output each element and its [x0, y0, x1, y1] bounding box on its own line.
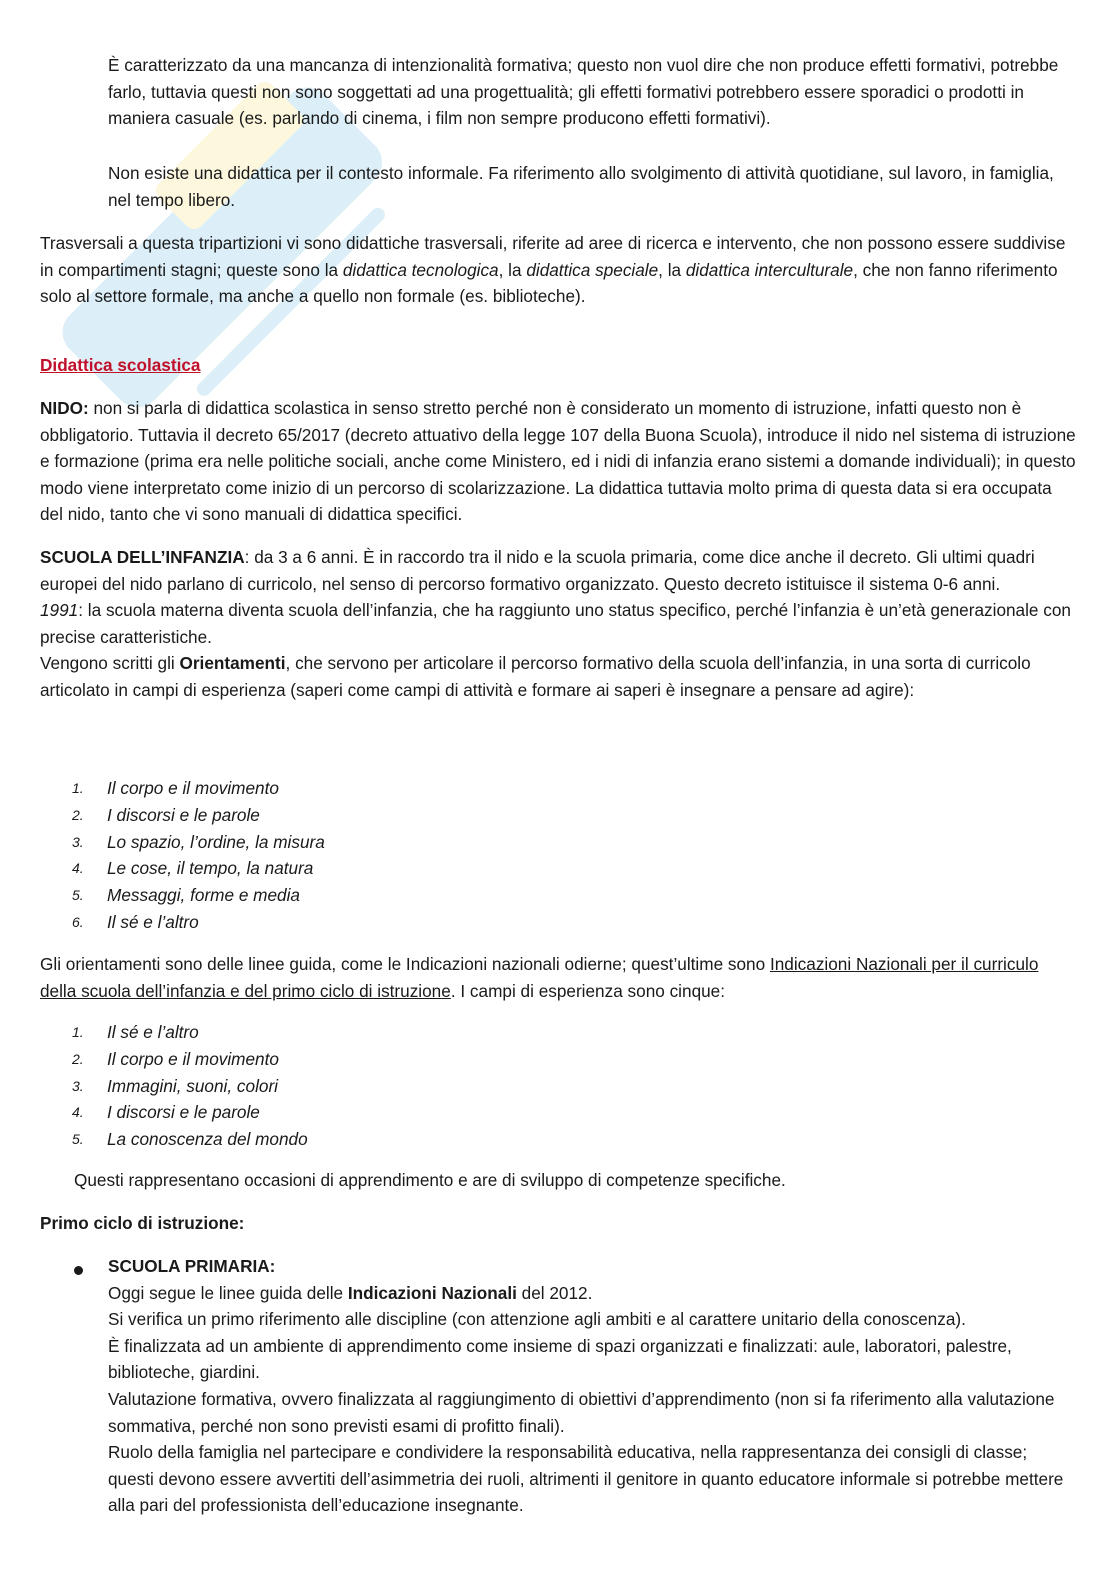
- primaria-block: SCUOLA PRIMARIA: Oggi segue le linee guida delle Indicazioni Nazionali del 2012. Si verifica un primo riferimento alle discipline (con attenzione agli ambiti e al carattere unitario della conoscenza). È finalizzata ad un ambiente di apprendimento come insieme di spazi organizzati e finalizzati: aule, laboratori, palestre, biblioteche, giardini. Valutazione formativa, ovvero finalizzata al raggiungimento di obiettivi d’apprendimento (non si fa riferimento alla valutazione sommativa, perché non sono previsti esami di profitto finali). Ruolo della famiglia nel partecipare e condividere la responsabilità educativa, nella rappresentanza dei consigli di classe; questi devono essere avvertiti dell’asimmetria dei ruoli, altrimenti il genitore in quanto educatore informale si potrebbe mettere alla pari del professionista dell’educazione insegnante.: [108, 1256, 1064, 1516]
- indicazioni-link: Indicazioni Nazionali per il curriculo della scuola dell’infanzia e del primo ciclo di istruzione: [40, 954, 1039, 1001]
- linee-guida-paragraph: Gli orientamenti sono delle linee guida, come le Indicazioni nazionali odierne; quest’ultime sono Indicazioni Nazionali per il curriculo della scuola dell’infanzia e del primo ciclo di istruzione. I campi di esperienza sono cinque:: [40, 954, 1039, 1001]
- bullet-icon: [74, 1266, 83, 1275]
- trasversali-paragraph: Trasversali a questa tripartizioni vi sono didattiche trasversali, riferite ad aree di ricerca e intervento, che non possono essere suddivise in compartimenti stagni; queste sono la didattica tecnologica, la didattica speciale, la didattica interculturale, che non fanno riferimento solo al settore formale, ma anche a quello non formale (es. biblioteche).: [40, 233, 1066, 307]
- section-heading: Didattica scolastica: [40, 355, 201, 375]
- document-page: È caratterizzato da una mancanza di intenzionalità formativa; questo non vuol dire che non produce effetti formativi, potrebbe farlo, tuttavia questi non sono soggettati ad una progettualità; gli effetti formativi potrebbero essere sporadici o prodotti in maniera casuale (es. parlando di cinema, i film non sempre producono effetti formativi). Non esiste una didattica per il contesto informale. Fa riferimento allo svolgimento di attività quotidiane, sul lavoro, in famiglia, nel tempo libero. Trasversali a questa tripartizioni vi sono didattiche trasversali, riferite ad aree di ricerca e intervento, che non possono essere suddivise in compartimenti stagni; queste sono la didattica tecnologica, la didattica speciale, la didattica interculturale, che non fanno riferimento solo al settore formale, ma anche a quello non formale (es. biblioteche). Didattica scolastica NIDO: non si parla di didattica scolastica in senso stretto perché non è considerato un momento di istruzione, infatti questo non è obbligatorio. Tuttavia il decreto 65/2017 (decreto attuativo della legge 107 della Buona Scuola), introduce il nido nel sistema di istruzione e formazione (prima era nelle politiche sociali, anche come Ministero, ed i nidi di infanzia erano sistemi a domande individuali); in questo modo viene interpretato come inizio di un percorso di scolarizzazione. La didattica tuttavia molto prima di questa data si era occupata del nido, tanto che vi sono manuali di didattica specifici. SCUOLA DELL’INFANZIA: da 3 a 6 anni. È in raccordo tra il nido e la scuola primaria, come dice anche il decreto. Gli ultimi quadri europei del nido parlano di curricolo, nel senso di percorso formativo organizzato. Questo decreto istituisce il sistema 0-6 anni. 1991: la scuola materna diventa scuola dell’infanzia, che ha raggiunto uno status specifico, perché l’infanzia è un’età generazionale con precise caratteristiche. Vengono scritti gli Orientamenti, che servono per articolare il percorso formativo della scuola dell’infanzia, in una sorta di curricolo articolato in campi di esperienza (saperi come campi di attività e formare ai saperi è insegnare a pensare ad agire): 1. Il corpo e il movimento 2. I discorsi e le parole 3. Lo spazio, l’ordine, la misura 4. Le cose, il tempo, la natura 5. Messaggi, forme e media 6. Il sé e l’altro Gli orientamenti sono delle linee guida, come le Indicazioni nazionali odierne; quest’ultime sono Indicazioni Nazionali per il curriculo della scuola dell’infanzia e del primo ciclo di istruzione. I campi di esperienza sono cinque: 1. Il sé e l’altro 2. Il corpo e il movimento 3. Immagini, suoni, colori 4. I discorsi e le parole 5. La conoscenza del mondo Questi rappresentano occasioni di apprendimento e are di sviluppo di competenze specifiche. Primo ciclo di istruzione: SCUOLA PRIMARIA: Oggi segue le linee guida delle Indicazioni Nazionali del 2012. Si verifica un primo riferimento alle discipline (con attenzione agli ambiti e al carattere unitario della conoscenza). È finalizzata ad un ambiente di apprendimento come insieme di spazi organizzati e finalizzati: aule, laboratori, palestre, biblioteche, giardini. Valutazione formativa, ovvero finalizzata al raggiungimento di obiettivi d’apprendimento (non si fa riferimento alla valutazione sommativa, perché non sono previsti esami di profitto finali). Ruolo della famiglia nel partecipare e condividere la responsabilità educativa, nella rappresentanza dei consigli di classe; questi devono essere avvertiti dell’asimmetria dei ruoli, altrimenti il genitore in quanto educatore informale si potrebbe mettere alla pari del professionista dell’educazione insegnante.: [0, 0, 1116, 1578]
- infanzia-paragraph: SCUOLA DELL’INFANZIA: da 3 a 6 anni. È in raccordo tra il nido e la scuola primaria, come dice anche il decreto. Gli ultimi quadri europei del nido parlano di curricolo, nel senso di percorso formativo organizzato. Questo decreto istituisce il sistema 0-6 anni. 1991: la scuola materna diventa scuola dell’infanzia, che ha raggiunto uno status specifico, perché l’infanzia è un’età generazionale con precise caratteristiche. Vengono scritti gli Orientamenti, che servono per articolare il percorso formativo della scuola dell’infanzia, in una sorta di curricolo articolato in campi di esperienza (saperi come campi di attività e formare ai saperi è insegnare a pensare ad agire):: [40, 547, 1071, 700]
- nido-paragraph: NIDO: non si parla di didattica scolastica in senso stretto perché non è considerato un momento di istruzione, infatti questo non è obbligatorio. Tuttavia il decreto 65/2017 (decreto attuativo della legge 107 della Buona Scuola), introduce il nido nel sistema di istruzione e formazione (prima era nelle politiche sociali, anche come Ministero, ed i nidi di infanzia erano sistemi a domande individuali); in questo modo viene interpretato come inizio di un percorso di scolarizzazione. La didattica tuttavia molto prima di questa data si era occupata del nido, tanto che vi sono manuali di didattica specifici.: [40, 398, 1076, 525]
- intro-paragraph-2: Non esiste una didattica per il contesto informale. Fa riferimento allo svolgimento di attività quotidiane, sul lavoro, in famiglia, nel tempo libero.: [108, 163, 1054, 210]
- primo-ciclo-heading: Primo ciclo di istruzione:: [40, 1213, 245, 1233]
- occasioni-paragraph: Questi rappresentano occasioni di apprendimento e are di sviluppo di competenze specifiche.: [74, 1170, 786, 1190]
- intro-paragraph-1: È caratterizzato da una mancanza di intenzionalità formativa; questo non vuol dire che non produce effetti formativi, potrebbe farlo, tuttavia questi non sono soggettati ad una progettualità; gli effetti formativi potrebbero essere sporadici o prodotti in maniera casuale (es. parlando di cinema, i film non sempre producono effetti formativi).: [108, 55, 1059, 129]
